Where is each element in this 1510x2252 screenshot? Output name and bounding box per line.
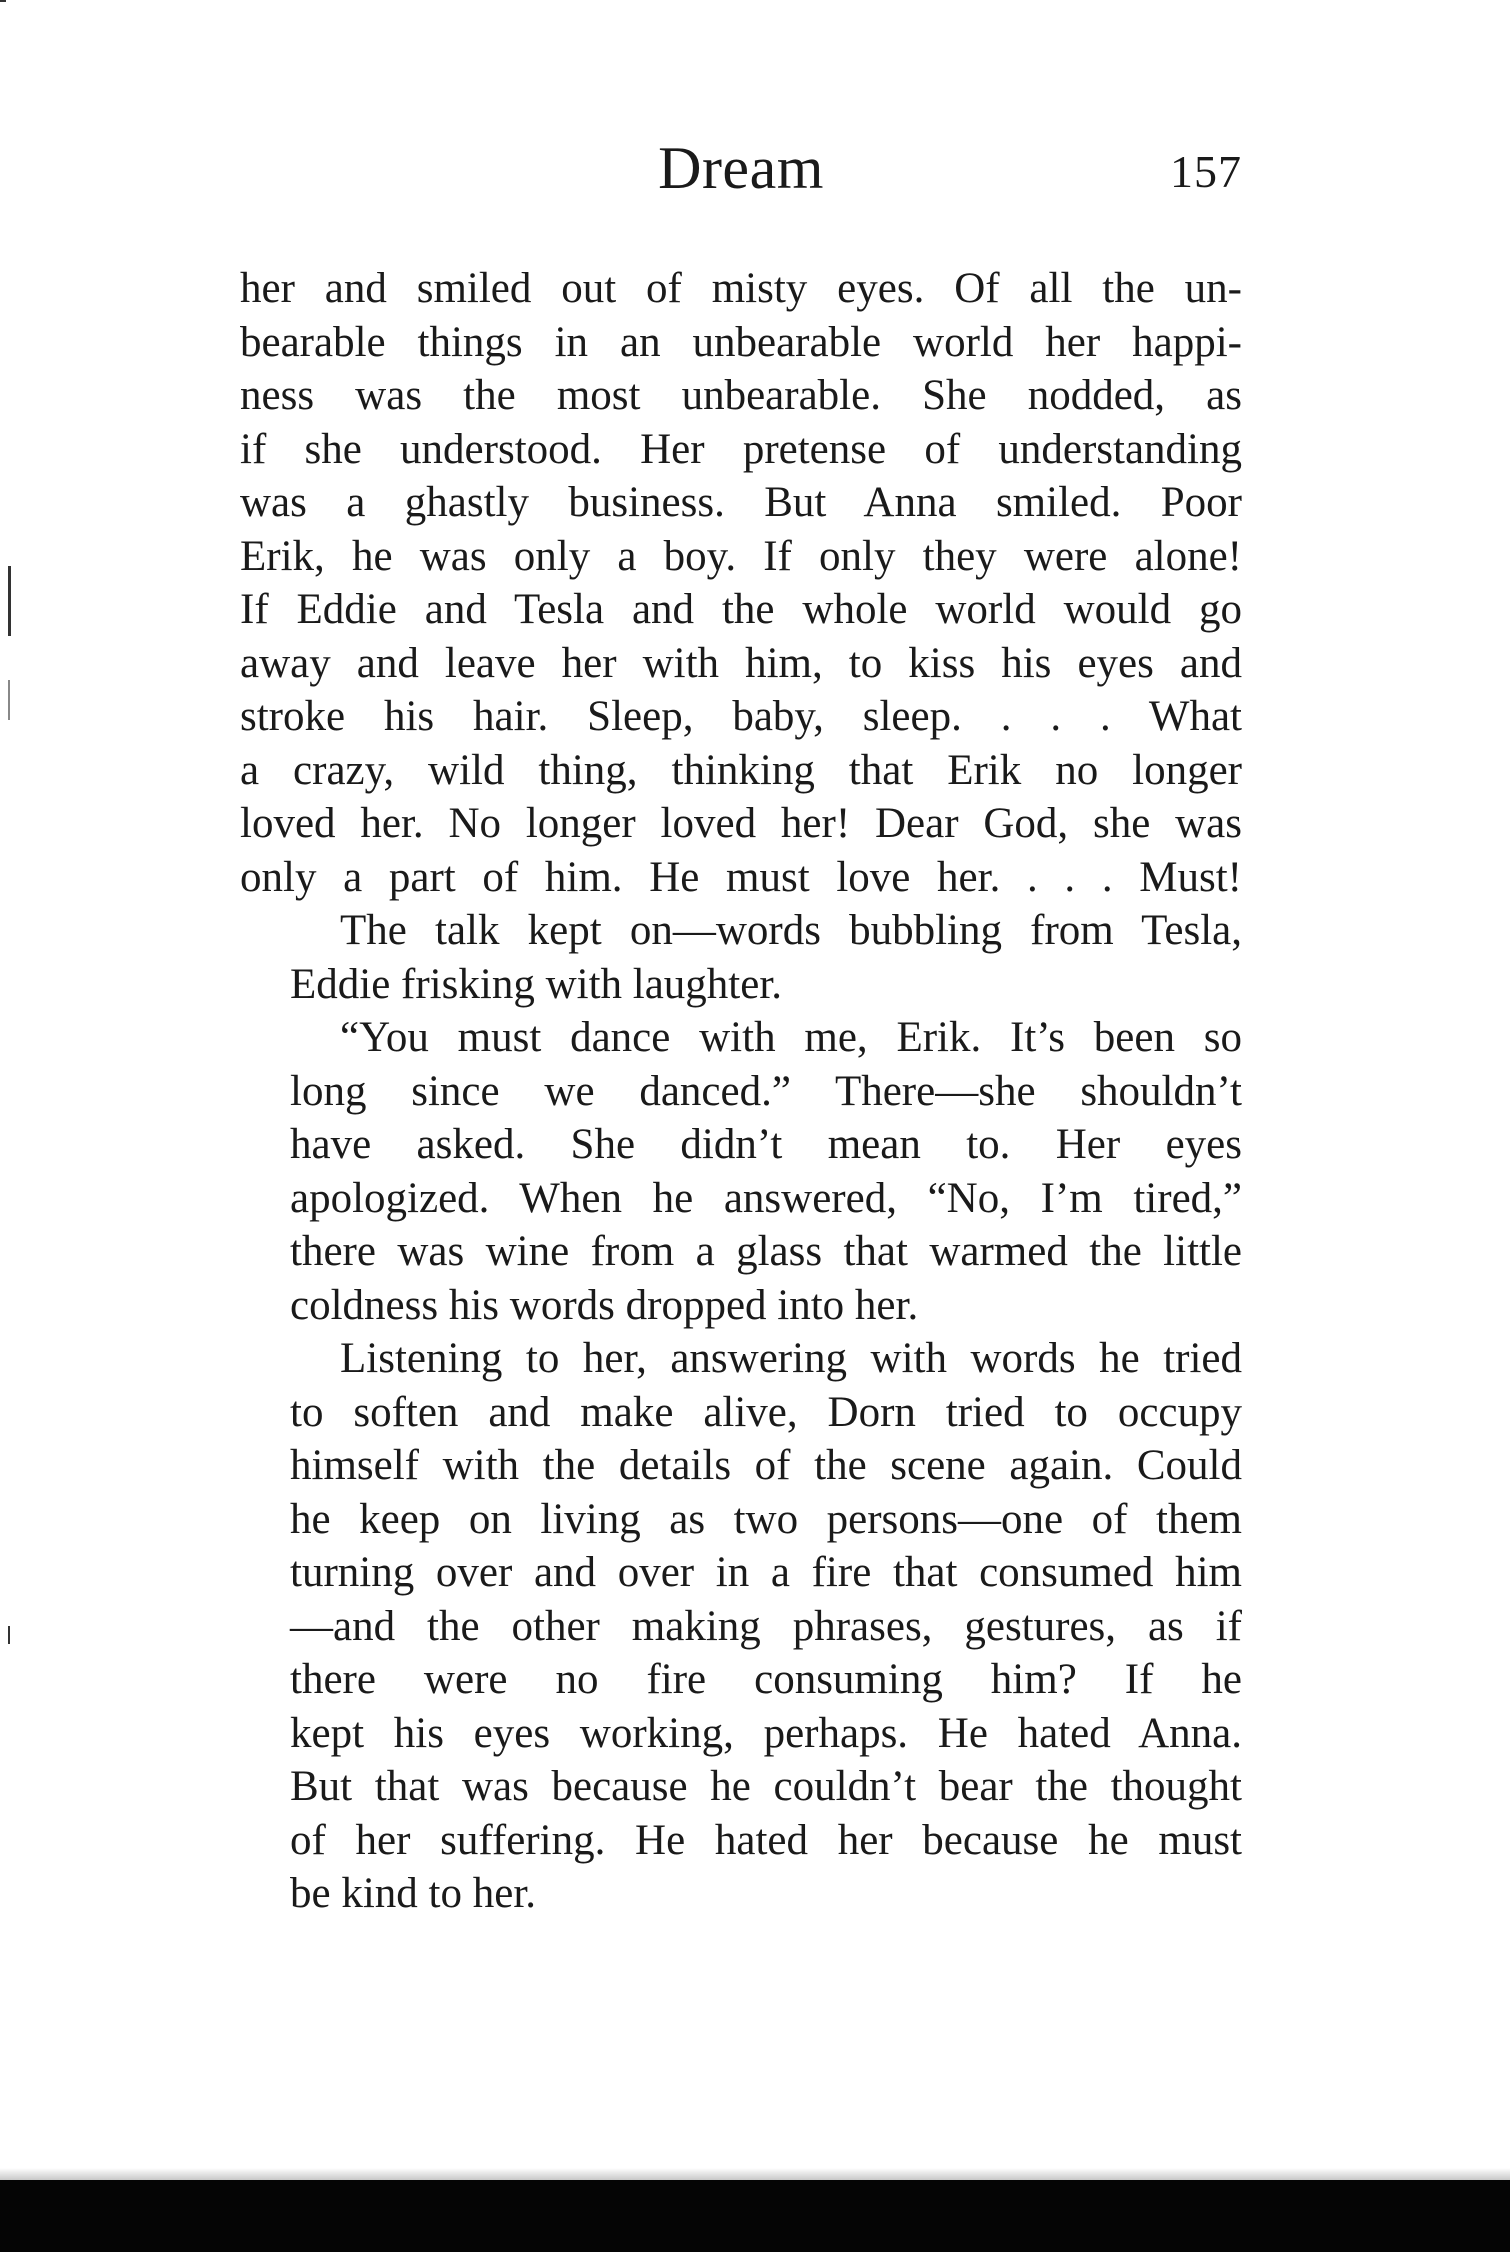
text-line: Eddie frisking with laughter. [290, 960, 783, 1008]
text-line: if she understood. Her pretense of understanding [240, 425, 1242, 473]
text-line: only a part of him. He must love her. . . . Must! [240, 853, 1242, 901]
text-line: The talk kept on—words bubbling from Tesla, [340, 907, 1242, 954]
text-line: —and the other making phrases, gestures, as if [290, 1602, 1242, 1650]
paragraph-4 [240, 1332, 1242, 1921]
body-text [240, 262, 1242, 1921]
text-line: away and leave her with him, to kiss his eyes and [240, 639, 1242, 687]
paragraph-1 [240, 262, 1242, 904]
text-line: was a ghastly business. But Anna smiled. Poor [240, 479, 1242, 526]
text-line: there was wine from a glass that warmed the little [290, 1228, 1242, 1275]
text-line: have asked. She didn’t mean to. Her eyes [290, 1121, 1242, 1168]
text-line: stroke his hair. Sleep, baby, sleep. . . . What [240, 693, 1242, 740]
paragraph-2 [240, 904, 1242, 1011]
text-line: a crazy, wild thing, thinking that Erik no longer [240, 746, 1242, 794]
scan-bottom-bar [0, 2180, 1510, 2252]
text-line: kept his eyes working, perhaps. He hated Anna. [290, 1709, 1242, 1757]
text-line: loved her. No longer loved her! Dear God, she was [240, 800, 1242, 847]
text-line: ness was the most unbearable. She nodded, as [240, 372, 1242, 419]
text-line: “You must dance with me, Erik. It’s been so [340, 1014, 1242, 1061]
text-line: If Eddie and Tesla and the whole world would go [240, 586, 1242, 633]
text-line: bearable things in an unbearable world her happi- [240, 318, 1242, 366]
text-line: turning over and over in a fire that consumed him [290, 1549, 1242, 1596]
text-line: her and smiled out of misty eyes. Of all the un- [240, 265, 1242, 312]
page-header [240, 128, 1242, 208]
text-line: long since we danced.” There—she shouldn’t [290, 1067, 1242, 1115]
paragraph-3 [240, 1011, 1242, 1332]
text-line: But that was because he couldn’t bear the thought [290, 1763, 1242, 1810]
scan-margin-mark [8, 1626, 10, 1644]
scan-margin-mark [8, 680, 10, 720]
page-number: 157 [1170, 146, 1242, 197]
text-line: Listening to her, answering with words he tried [340, 1335, 1242, 1382]
text-line: there were no fire consuming him? If he [290, 1656, 1242, 1703]
text-line: to soften and make alive, Dorn tried to occupy [290, 1388, 1242, 1436]
text-line: apologized. When he answered, “No, I’m tired,” [290, 1174, 1242, 1222]
text-line: himself with the details of the scene again. Could [290, 1442, 1242, 1489]
text-line: be kind to her. [290, 1870, 537, 1917]
text-line: of her suffering. He hated her because he must [290, 1816, 1242, 1864]
text-line: he keep on living as two persons—one of them [290, 1495, 1242, 1543]
scan-margin-mark [8, 566, 11, 636]
running-title: Dream [658, 135, 824, 201]
text-line: coldness his words dropped into her. [290, 1281, 919, 1329]
scan-margin-mark [0, 0, 6, 2]
text-line: Erik, he was only a boy. If only they were alone! [240, 532, 1242, 580]
